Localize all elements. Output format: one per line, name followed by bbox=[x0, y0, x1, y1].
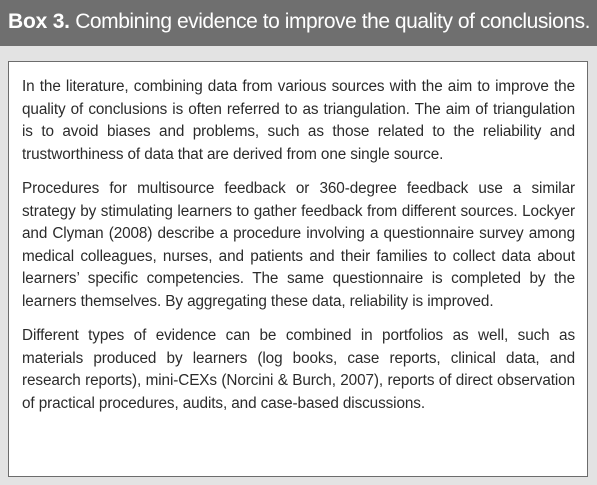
box-number-label: Box 3. bbox=[8, 10, 70, 33]
box-header bbox=[0, 0, 597, 46]
paragraph-multisource-feedback: Procedures for multisource feedback or 360-degree feedback use a similar strategy by stimulating learners to gather feedback from different sources. Lockyer and Clyman (2008) describe a procedure involving a questionnaire survey among medical colleagues, nurses, and patients and their families to collect data about learners’ specific competencies. The same questionnaire is completed by the learners themselves. By aggregating these data, reliability is improved. bbox=[22, 180, 575, 310]
box-title: Combining evidence to improve the quality of conclusions. bbox=[75, 10, 591, 33]
paragraph-triangulation: In the literature, combining data from various sources with the aim to improve the quality of conclusions is often referred to as triangulation. The aim of triangulation is to avoid biases and problems, such as those related to the reliability and trustworthiness of data that are derived from one single source. bbox=[22, 78, 575, 163]
box-content-panel bbox=[8, 61, 588, 477]
paragraph-portfolios: Different types of evidence can be combined in portfolios as well, such as materials produced by learners (log books, case reports, clinical data, and research reports), mini-CEXs (Norcini & Burch, 2007), reports of direct observation of practical procedures, audits, and case-based discussions. bbox=[22, 327, 575, 412]
